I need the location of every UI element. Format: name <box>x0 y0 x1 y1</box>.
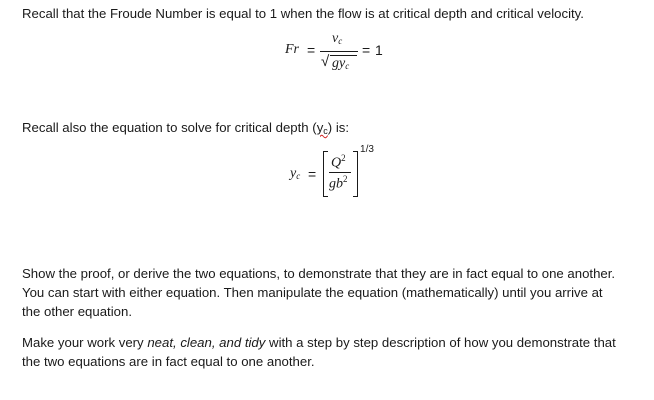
sqrt-denominator: $gy_c$ <box>332 56 350 71</box>
right-bracket <box>353 151 358 197</box>
emphasis-text: neat, clean, and tidy <box>147 335 266 350</box>
flow-denominator: $gb^2$ <box>329 174 348 192</box>
sqrt-icon: √ <box>321 53 330 70</box>
equals-sign-2: = <box>362 42 371 58</box>
cube-root-exponent: 1/3 <box>360 144 374 155</box>
fraction-bar <box>320 51 358 52</box>
fraction-bar-2 <box>329 172 351 173</box>
intro-text: Recall that the Froude Number is equal to 1 when the flow is at critical depth and critical velocity. <box>22 6 584 21</box>
task-line-3: the other equation. <box>22 304 132 319</box>
closing-line-2: the two equations are in fact equal to one another. <box>22 354 315 369</box>
closing-line-1: Make your work very neat, clean, and tidy with a step by step description of how you demonstrate that <box>22 335 616 350</box>
critical-depth-lhs: $y_c$ <box>290 166 301 181</box>
critical-depth-symbol: $y_c$ <box>316 120 328 136</box>
froude-lhs: Fr <box>285 42 299 57</box>
froude-value: 1 <box>375 42 383 58</box>
equals-sign: = <box>307 42 316 58</box>
equals-sign-3: = <box>308 166 317 182</box>
velocity-numerator: $v_c$ <box>332 31 343 46</box>
left-bracket <box>323 151 328 197</box>
recall-critical-depth-text: Recall also the equation to solve for critical depth $(y_c)$ is: <box>22 120 350 136</box>
task-line-2: You can start with either equation. Then manipulate the equation (mathematically) until you arrive at <box>22 285 603 300</box>
flow-numerator: $Q^2$ <box>331 153 346 171</box>
task-line-1: Show the proof, or derive the two equations, to demonstrate that they are in fact equal to one another. <box>22 266 616 281</box>
